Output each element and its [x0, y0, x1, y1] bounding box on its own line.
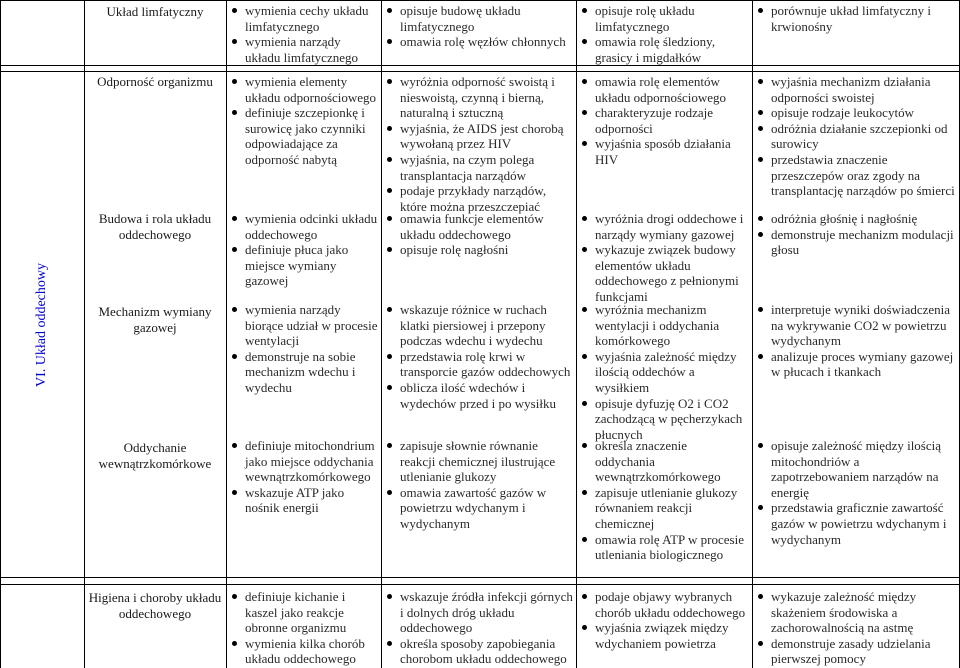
- requirements-cell: [229, 211, 379, 289]
- requirement-item: [229, 34, 379, 65]
- requirement-item: [755, 589, 958, 636]
- requirement-item: [384, 242, 574, 258]
- requirements-cell: [229, 302, 379, 396]
- requirement-text: wyjaśnia związek między wdychaniem powietrza: [595, 620, 729, 651]
- requirement-item: [229, 211, 379, 242]
- requirement-text: interpretuje wyniki doświadczenia na wykrywanie CO2 w powietrzu wydychanym: [771, 302, 951, 349]
- requirement-item: [579, 3, 750, 34]
- requirement-item: [579, 485, 750, 532]
- row-divider: [0, 71, 960, 72]
- requirement-item: [384, 121, 574, 152]
- requirements-cell: [579, 74, 750, 168]
- requirement-item: [229, 74, 379, 105]
- requirement-text: wyróżnia odporność swoistą i nieswoistą, czynną i bierną, naturalną i sztuczną: [400, 74, 555, 121]
- requirements-cell: [755, 211, 958, 258]
- requirement-text: opisuje budowę układu limfatycznego: [400, 3, 521, 34]
- requirement-item: [755, 74, 958, 105]
- requirements-cell: [755, 589, 958, 667]
- requirement-text: porównuje układ limfatyczny i krwionośny: [771, 3, 931, 34]
- requirement-item: [579, 589, 750, 620]
- requirement-text: wyróżnia drogi oddechowe i narządy wymiany gazowej: [595, 211, 744, 242]
- requirement-text: demonstruje na sobie mechanizm wdechu i wydechu: [245, 348, 356, 395]
- requirement-text: demonstruje zasady udzielania pierwszej pomocy: [771, 635, 931, 667]
- requirement-item: [384, 438, 574, 485]
- requirement-item: [384, 211, 574, 242]
- requirement-text: wskazuje źródła infekcji górnych i dolnych dróg układu oddechowego: [400, 589, 573, 636]
- requirement-item: [755, 438, 958, 500]
- topic-cell: Budowa i rola układu oddechowego: [98, 211, 212, 242]
- requirement-item: [384, 589, 574, 636]
- requirement-item: [384, 74, 574, 121]
- requirement-item: [755, 227, 958, 258]
- requirement-item: [229, 349, 379, 396]
- requirement-item: [229, 3, 379, 34]
- requirement-item: [755, 211, 958, 227]
- requirement-text: przedstawia znaczenie przeszczepów oraz zgody na transplantację narządów po śmierci: [771, 151, 955, 199]
- requirements-cell: [579, 3, 750, 65]
- requirement-text: podaje przykłady narządów, które można przeszczepiać: [400, 183, 547, 214]
- requirement-item: [755, 302, 958, 349]
- requirement-text: demonstruje mechanizm modulacji głosu: [771, 226, 954, 258]
- column-divider: [752, 0, 753, 668]
- requirement-item: [229, 105, 379, 167]
- requirement-item: [579, 74, 750, 105]
- requirement-item: [755, 105, 958, 121]
- requirement-text: opisuje dyfuzję O2 i CO2 zachodzącą w pęcherzykach płucnych: [595, 395, 743, 442]
- requirement-text: wyróżnia mechanizm wentylacji i oddychania komórkowego: [595, 302, 720, 349]
- requirement-item: [229, 485, 379, 516]
- column-divider: [84, 0, 85, 668]
- requirement-item: [384, 636, 574, 667]
- requirement-item: [755, 121, 958, 152]
- requirements-cell: [229, 589, 379, 667]
- requirement-item: [579, 242, 750, 304]
- requirement-item: [579, 532, 750, 563]
- topic-cell: Higiena i choroby układu oddechowego: [88, 590, 222, 621]
- requirement-text: podaje objawy wybranych chorób układu oddechowego: [595, 589, 746, 620]
- requirements-cell: [384, 302, 574, 411]
- requirement-text: omawia zawartość gazów w powietrzu wdychanym i wydychanym: [400, 484, 547, 531]
- row-divider: [0, 584, 960, 585]
- requirements-cell: [229, 438, 379, 516]
- requirement-item: [229, 438, 379, 485]
- requirements-cell: [755, 302, 958, 380]
- requirement-item: [755, 349, 958, 380]
- requirements-cell: [229, 3, 379, 65]
- requirement-text: definiuje płuca jako miejsce wymiany gazowej: [245, 242, 349, 289]
- requirement-text: określa sposoby zapobiegania chorobom układu oddechowego: [400, 635, 567, 667]
- requirement-text: zapisuje utlenianie glukozy równaniem reakcji chemicznej: [595, 484, 738, 531]
- column-divider: [226, 0, 227, 668]
- requirement-item: [755, 3, 958, 34]
- requirement-item: [384, 3, 574, 34]
- requirement-text: wymienia cechy układu limfatycznego: [245, 3, 369, 34]
- requirements-cell: [384, 211, 574, 258]
- topic-cell: Układ limfatyczny: [106, 4, 204, 19]
- topic-cell: Mechanizm wymiany gazowej: [98, 304, 212, 335]
- requirements-cell: [384, 74, 574, 214]
- requirement-text: opisuje rolę układu limfatycznego: [595, 3, 695, 34]
- requirements-cell: [384, 438, 574, 532]
- row-divider: [0, 65, 960, 66]
- requirement-item: [579, 396, 750, 443]
- requirement-text: przedstawia graficznie zawartość gazów w powietrzu wdychanym i wydychanym: [771, 500, 947, 547]
- section-label: [12, 60, 72, 590]
- requirement-item: [579, 438, 750, 485]
- requirement-item: [229, 636, 379, 667]
- requirement-item: [384, 485, 574, 532]
- requirements-cell: [229, 74, 379, 168]
- requirement-text: wymienia odcinki układu oddechowego: [245, 211, 378, 242]
- requirement-text: definiuje kichanie i kaszel jako reakcje obronne organizmu: [245, 589, 347, 636]
- requirement-text: definiuje szczepionkę i surowicę jako czynniki odpowiadające za odporność nabytą: [245, 105, 366, 167]
- requirement-text: opisuje rolę nagłośni: [400, 242, 509, 258]
- requirement-text: wyjaśnia mechanizm działania odporności swoistej: [771, 74, 931, 105]
- requirement-item: [229, 589, 379, 636]
- requirements-cell: [755, 438, 958, 547]
- requirement-item: [579, 34, 750, 65]
- requirement-text: przedstawia rolę krwi w transporcie gazów oddechowych: [400, 348, 571, 380]
- requirement-text: odróżnia głośnię i nagłośnię: [771, 211, 918, 226]
- requirement-item: [579, 105, 750, 136]
- section-label-text: VI. Układ oddechowy: [34, 262, 49, 388]
- requirement-text: wyjaśnia, że AIDS jest chorobą wywołaną przez HIV: [400, 120, 564, 152]
- requirement-text: omawia rolę węzłów chłonnych: [400, 34, 566, 50]
- requirement-text: wymienia narządy biorące udział w procesie wentylacji: [245, 302, 378, 349]
- requirements-cell: [384, 589, 574, 667]
- requirement-item: [229, 242, 379, 289]
- requirement-text: opisuje zależność między ilością mitochondriów a zapotrzebowaniem narządów na energię: [771, 438, 942, 500]
- column-divider: [381, 0, 382, 668]
- requirement-item: [755, 152, 958, 199]
- requirements-cell: [755, 74, 958, 199]
- requirements-cell: [579, 438, 750, 563]
- requirement-item: [755, 636, 958, 667]
- requirement-item: [755, 500, 958, 547]
- requirement-text: wskazuje ATP jako nośnik energii: [245, 484, 345, 516]
- requirement-text: wymienia kilka chorób układu oddechowego: [245, 635, 365, 667]
- requirement-item: [384, 34, 574, 50]
- table-border: [0, 0, 1, 668]
- requirement-item: [384, 349, 574, 380]
- requirement-item: [579, 620, 750, 651]
- requirement-item: [229, 302, 379, 349]
- requirements-cell: [579, 302, 750, 442]
- requirement-text: wykazuje związek budowy elementów układu oddechowego z pełnionymi funkcjami: [595, 242, 739, 304]
- requirement-item: [384, 380, 574, 411]
- requirement-item: [579, 302, 750, 349]
- requirement-text: wyjaśnia zależność między ilością oddechów a wysiłkiem: [595, 348, 737, 395]
- requirement-text: omawia rolę elementów układu odpornościowego: [595, 74, 727, 105]
- topic-cell: Odporność organizmu: [97, 74, 213, 89]
- requirement-text: odróżnia działanie szczepionki od surowicy: [771, 120, 948, 152]
- requirement-item: [384, 183, 574, 214]
- requirement-text: charakteryzuje rodzaje odporności: [595, 105, 714, 136]
- requirement-text: wskazuje różnice w ruchach klatki piersiowej i przepony podczas wdechu i wydechu: [400, 302, 547, 349]
- requirement-text: omawia rolę śledziony, grasicy i migdałków: [595, 34, 716, 65]
- requirement-text: omawia funkcje elementów układu oddechowego: [400, 211, 544, 242]
- requirements-cell: [755, 3, 958, 34]
- requirement-text: zapisuje słownie równanie reakcji chemicznej ilustrujące utlenianie glukozy: [400, 438, 556, 485]
- requirements-cell: [579, 211, 750, 305]
- requirement-text: określa znaczenie oddychania wewnątrzkomórkowego: [595, 438, 721, 485]
- requirement-text: wykazuje zależność między skażeniem środowiska a zachorowalnością na astmę: [771, 589, 917, 636]
- column-divider: [576, 0, 577, 668]
- requirement-text: omawia rolę ATP w procesie utleniania biologicznego: [595, 531, 744, 563]
- requirement-text: analizuje proces wymiany gazowej w płucach i tkankach: [771, 348, 954, 380]
- requirement-item: [579, 211, 750, 242]
- requirement-text: wyjaśnia, na czym polega transplantacja narządów: [400, 151, 535, 183]
- requirements-cell: [579, 589, 750, 651]
- requirement-item: [384, 302, 574, 349]
- topic-cell: Oddychanie wewnątrzkomórkowe: [98, 440, 212, 471]
- row-divider: [0, 577, 960, 578]
- requirement-item: [579, 349, 750, 396]
- requirement-text: opisuje rodzaje leukocytów: [771, 105, 914, 121]
- requirement-item: [384, 152, 574, 183]
- requirement-text: oblicza ilość wdechów i wydechów przed i po wysiłku: [400, 379, 556, 411]
- requirements-cell: [384, 3, 574, 50]
- requirement-text: wyjaśnia sposób działania HIV: [595, 136, 731, 167]
- requirement-text: wymienia elementy układu odpornościowego: [245, 74, 377, 105]
- row-divider: [0, 0, 960, 1]
- requirement-text: wymienia narządy układu limfatycznego: [245, 34, 358, 65]
- requirement-item: [579, 136, 750, 167]
- requirement-text: definiuje mitochondrium jako miejsce oddychania wewnątrzkomórkowego: [245, 438, 375, 485]
